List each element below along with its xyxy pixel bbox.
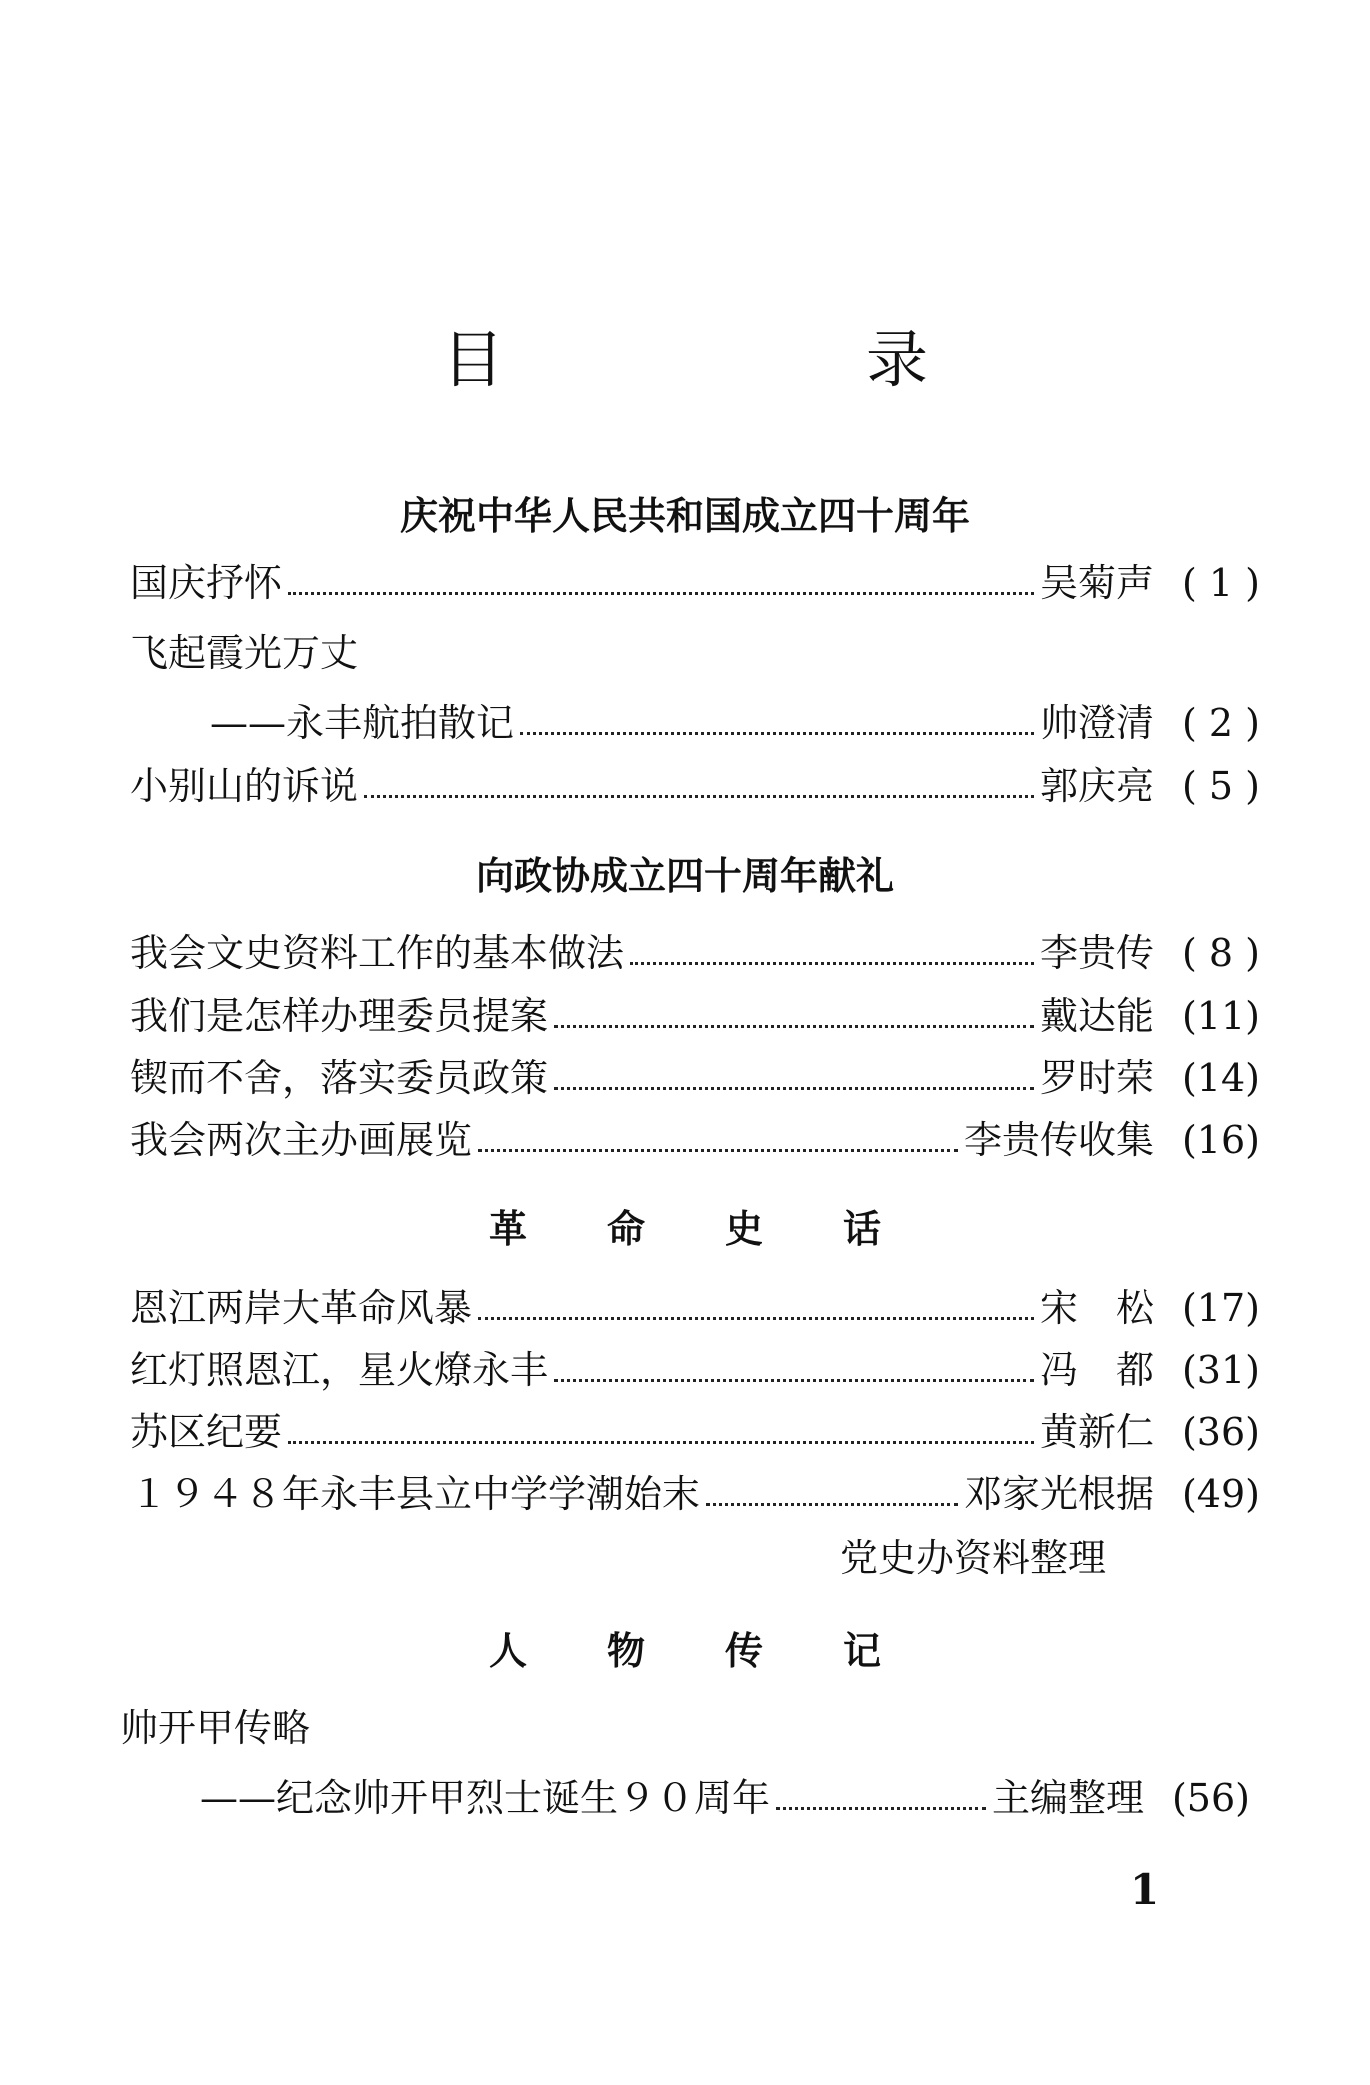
- section-heading: 革命史话: [488, 1207, 961, 1251]
- leader-dots: [478, 1149, 958, 1152]
- leader-dots: [630, 962, 1034, 965]
- leader-dots: [776, 1807, 986, 1810]
- toc-entry[interactable]: [130, 1050, 1260, 1106]
- entry-page: (14): [1181, 1056, 1260, 1100]
- entry-page: ( 1 ): [1182, 561, 1260, 605]
- leader-dots: [554, 1025, 1034, 1028]
- page-title: 目 录: [441, 323, 1078, 396]
- toc-entry[interactable]: [130, 988, 1260, 1044]
- entry-title: 我会两次主办画展览: [130, 1118, 473, 1162]
- entry-title: 小别山的诉说: [130, 764, 359, 808]
- entry-title: １９４８年永丰县立中学学潮始末: [130, 1472, 701, 1516]
- entry-subtitle: ——纪念帅开甲烈士诞生９０周年: [200, 1776, 771, 1820]
- entry-page: ( 5 ): [1182, 764, 1260, 808]
- entry-author: 罗时荣: [1039, 1056, 1154, 1100]
- section-heading: 向政协成立四十周年献礼: [475, 854, 894, 898]
- entry-title[interactable]: 飞起霞光万丈: [130, 631, 359, 675]
- entry-author: 主编整理: [991, 1776, 1144, 1820]
- section-heading: 人物传记: [488, 1629, 961, 1673]
- entry-page: (31): [1181, 1348, 1260, 1392]
- toc-entry[interactable]: [130, 925, 1260, 981]
- entry-author: 郭庆亮: [1039, 764, 1154, 808]
- entry-page: ( 2 ): [1182, 701, 1260, 745]
- entry-title: 国庆抒怀: [130, 561, 283, 605]
- entry-subtitle: ——永丰航拍散记: [210, 701, 515, 745]
- entry-title: 红灯照恩江，星火燎永丰: [130, 1348, 549, 1392]
- entry-author: 戴达能: [1039, 994, 1154, 1038]
- entry-title: 恩江两岸大革命风暴: [130, 1286, 473, 1330]
- entry-title[interactable]: 帅开甲传略: [120, 1706, 311, 1750]
- entry-page: (11): [1181, 994, 1260, 1038]
- page-number: 1: [1130, 1865, 1160, 1914]
- leader-dots: [554, 1379, 1034, 1382]
- toc-entry[interactable]: [130, 1280, 1260, 1336]
- entry-page: ( 8 ): [1182, 931, 1260, 975]
- entry-page: (56): [1171, 1776, 1250, 1820]
- entry-title: 我会文史资料工作的基本做法: [130, 931, 625, 975]
- entry-author: 吴菊声: [1039, 561, 1154, 605]
- entry-page: (16): [1181, 1118, 1260, 1162]
- toc-entry[interactable]: [130, 555, 1260, 611]
- entry-title: 苏区纪要: [130, 1410, 283, 1454]
- entry-page: (49): [1181, 1472, 1260, 1516]
- entry-author: 黄新仁: [1039, 1410, 1154, 1454]
- toc-entry[interactable]: [130, 1466, 1260, 1522]
- section-heading: 庆祝中华人民共和国成立四十周年: [399, 494, 970, 538]
- entry-author: 邓家光根据: [963, 1472, 1154, 1516]
- entry-author-continued: 党史办资料整理: [840, 1536, 1107, 1580]
- toc-entry[interactable]: [130, 758, 1260, 814]
- toc-entry[interactable]: [210, 695, 1260, 751]
- entry-author: 帅澄清: [1039, 701, 1154, 745]
- toc-entry[interactable]: [130, 1342, 1260, 1398]
- entry-author: 宋 松: [1039, 1286, 1154, 1330]
- entry-page: (17): [1181, 1286, 1260, 1330]
- leader-dots: [706, 1503, 958, 1506]
- entry-title: 我们是怎样办理委员提案: [130, 994, 549, 1038]
- entry-author: 李贵传收集: [963, 1118, 1154, 1162]
- entry-page: (36): [1181, 1410, 1260, 1454]
- toc-entry[interactable]: [130, 1112, 1260, 1168]
- toc-entry[interactable]: [130, 1404, 1260, 1460]
- leader-dots: [478, 1317, 1034, 1320]
- leader-dots: [288, 592, 1034, 595]
- entry-author: 冯 都: [1039, 1348, 1154, 1392]
- toc-entry[interactable]: [200, 1770, 1250, 1826]
- leader-dots: [288, 1441, 1034, 1444]
- entry-author: 李贵传: [1039, 931, 1154, 975]
- leader-dots: [554, 1087, 1034, 1090]
- entry-title: 锲而不舍，落实委员政策: [130, 1056, 549, 1100]
- leader-dots: [520, 732, 1034, 735]
- leader-dots: [364, 795, 1034, 798]
